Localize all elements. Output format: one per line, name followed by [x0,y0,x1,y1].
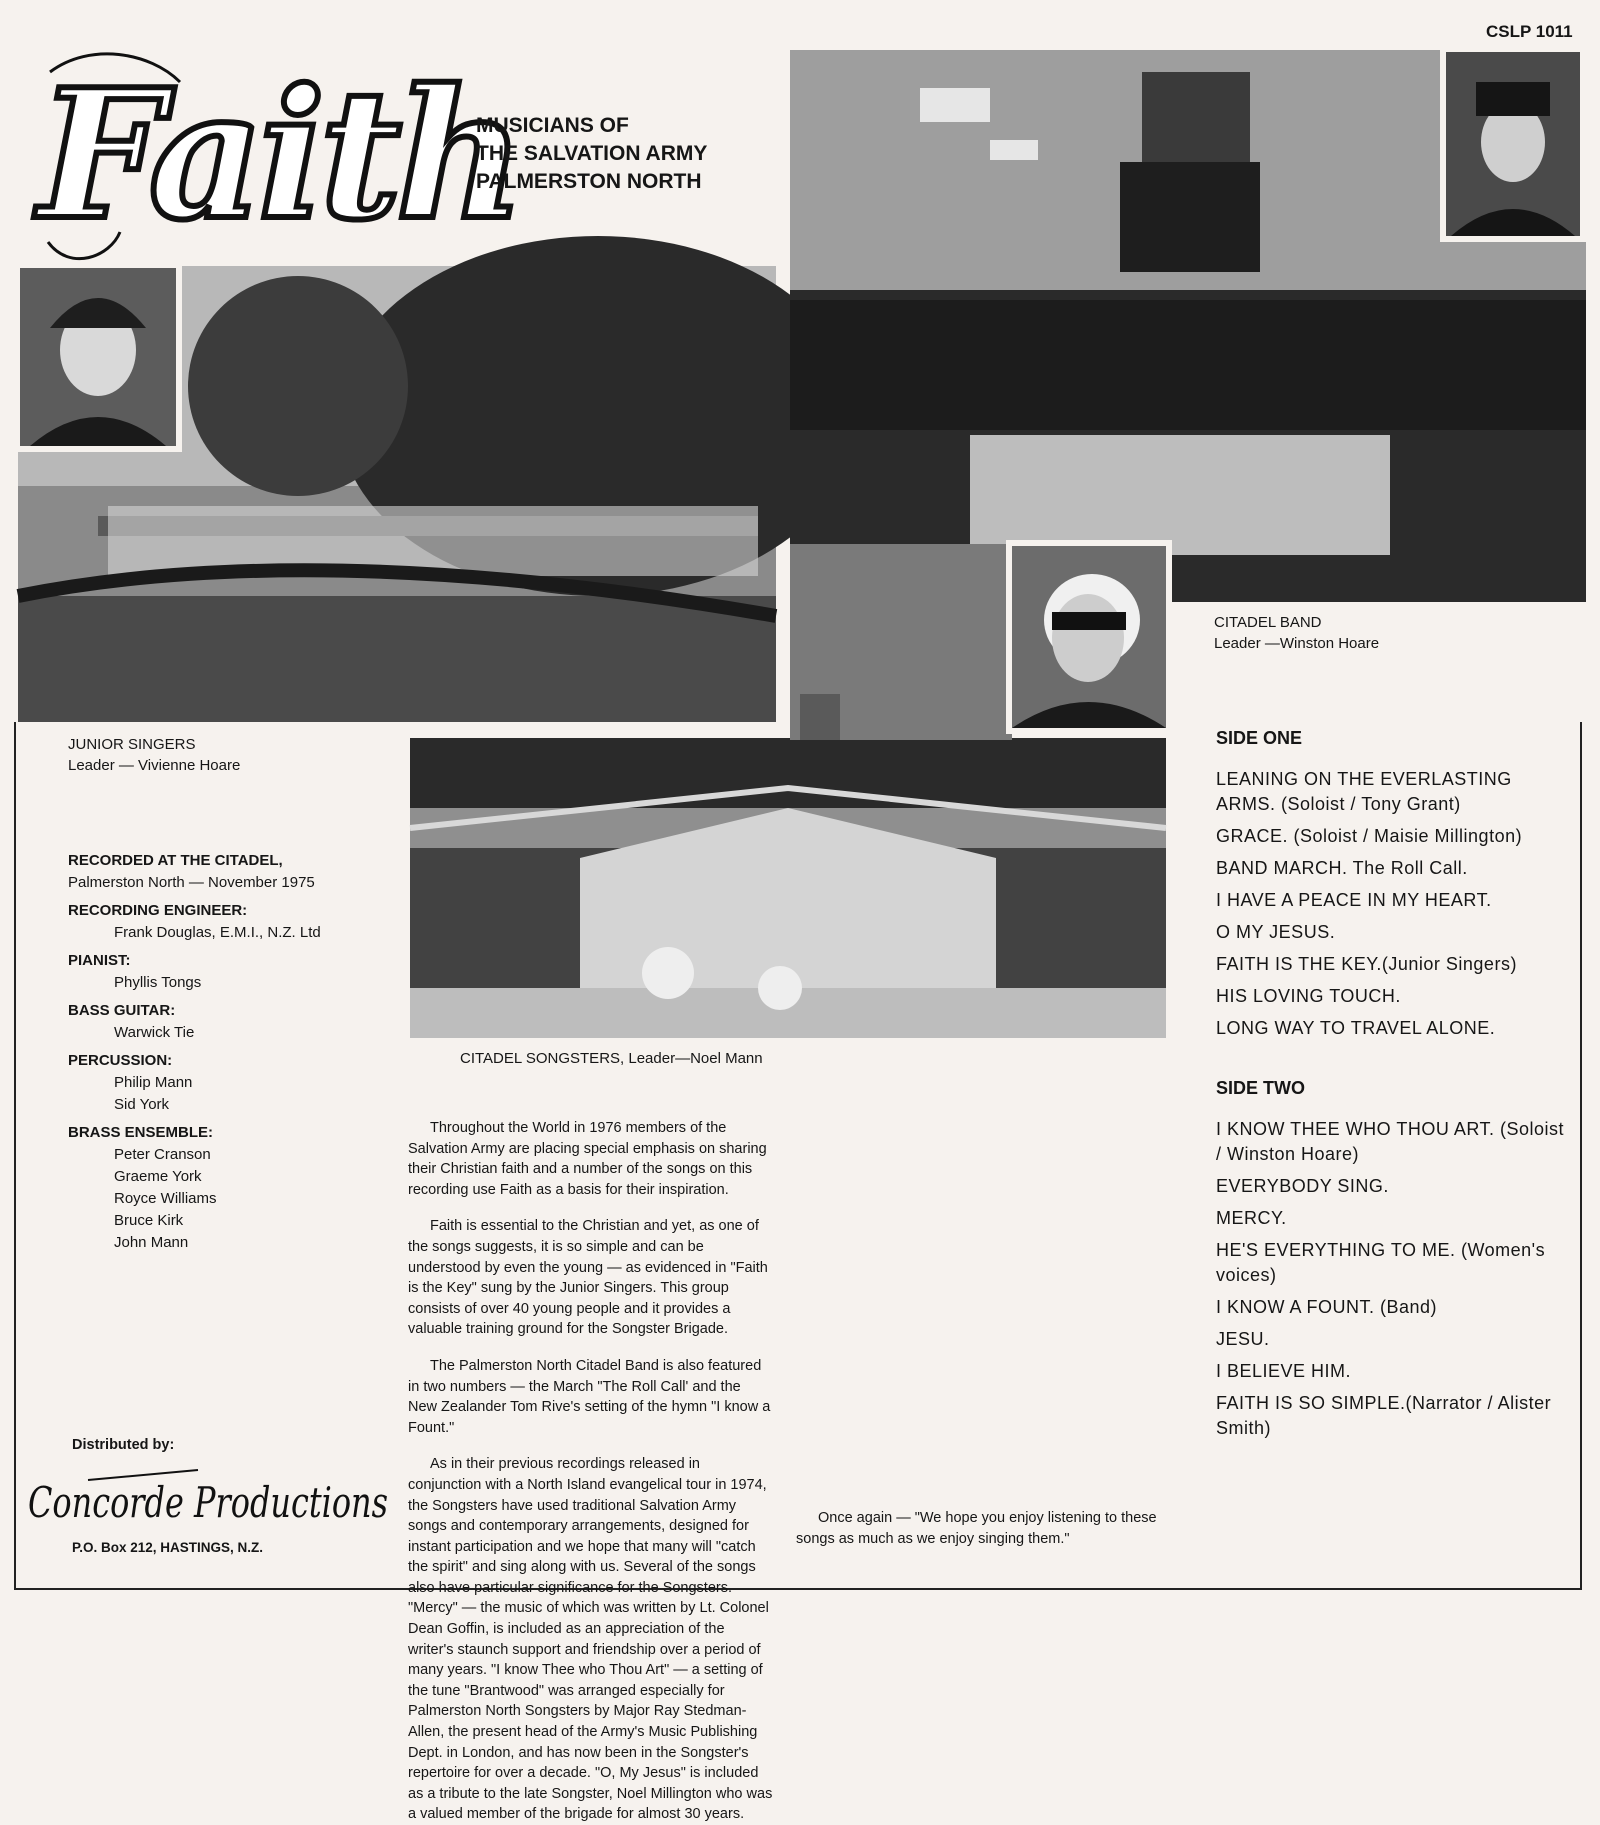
percussion-value: Sid York [114,1096,170,1113]
notes-paragraph: Faith is essential to the Christian and yet, as one of the songs suggests, it is so simple and can be understood by even the young — as evidenced in "Faith is the Key" sung by the Junior Singers. This group consists of over 40 young people and it provides a valuable training ground for the Songster Brigade. [408,1218,768,1338]
brass-label: BRASS ENSEMBLE: [68,1124,214,1141]
track-item: I KNOW THEE WHO THOU ART. (Soloist / Winston Hoare) [1216,1119,1565,1164]
junior-leader-portrait-frame [14,262,182,452]
notes-paragraph-continued: As in their previous recordings released in conjunction with a North Island evangelical tour in 1974, the Songsters have used traditional Salvation Army songs and contemporary arrangements, designed for instant participation and we hope that many will "catch the spirit" and sing along with us. Several of the songs also have particular significance for the Songsters. "Mercy" — the music of which was written by Lt. Colonel Dean Goffin, is included as an appreciation of the writer's staunch support and friendship over a period of many years. "I know Thee who Thou Art" — a setting of the tune "Brantwood" was arranged especially for Palmerston North Songsters by Major Ray Stedman-Allen, the present head of the Army's Music Publishing Dept. in London, and has now been in the Songster's repertoire for over a decade. "O, My Jesus" is included as a tribute to the late Songster, Noel Millington who was a valued member of the brigade for almost 30 years. [408,1456,773,1823]
citadel-band-caption [1214,612,1379,654]
side-one-tracklist [1216,767,1566,1041]
track-item: I KNOW A FOUNT. (Band) [1216,1297,1438,1317]
track-item: FAITH IS SO SIMPLE.(Narrator / Alister Smith) [1216,1393,1552,1438]
subtitle-line-3: PALMERSTON NORTH [476,170,702,193]
songster-leader-portrait-frame [1006,540,1172,734]
concorde-productions-logo [28,1462,393,1542]
brass-value: Graeme York [114,1168,202,1185]
track-item: FAITH IS THE KEY.(Junior Singers) [1216,954,1517,974]
band-leader-portrait-frame [1440,46,1586,242]
track-item: HIS LOVING TOUCH. [1216,986,1401,1006]
bass-label: BASS GUITAR: [68,1002,176,1019]
pianist-value: Phyllis Tongs [114,974,202,991]
faith-logo [30,42,520,267]
notes-paragraph: The Palmerston North Citadel Band is also featured in two numbers — the March "The Roll Call' and the New Zealander Tom Rive's setting of the hymn "I know a Fount." [408,1357,771,1436]
track-item: BAND MARCH. The Roll Call. [1216,858,1468,878]
percussion-label: PERCUSSION: [68,1052,173,1069]
band-leader-portrait [1446,52,1580,236]
credits [68,850,388,1260]
engineer-value: Frank Douglas, E.M.I., N.Z. Ltd [114,924,321,941]
citadel-building-photo [790,544,1012,740]
brass-value: John Mann [114,1234,189,1251]
subtitle-line-1: MUSICIANS OF [476,114,629,137]
notes-paragraph: Once again — "We hope you enjoy listening to these songs as much as we enjoy singing them." [796,1510,1157,1547]
side-two-heading: SIDE TWO [1216,1078,1305,1098]
subtitle-line-2: THE SALVATION ARMY [476,142,708,165]
citadel-songsters-photo [410,738,1166,1038]
brass-value: Bruce Kirk [114,1212,184,1229]
distributed-by-label: Distributed by: [72,1437,175,1453]
liner-notes-column-1 [408,1118,773,1825]
brass-value: Royce Williams [114,1190,217,1207]
track-item: I BELIEVE HIM. [1216,1361,1352,1381]
junior-singers-leader: Leader — Vivienne Hoare [68,757,241,774]
pianist-label: PIANIST: [68,952,131,969]
track-item: GRACE. (Soloist / Maisie Millington) [1216,826,1523,846]
recorded-value: Palmerston North — November 1975 [68,874,315,891]
songsters-caption: CITADEL SONGSTERS, Leader—Noel Mann [460,1050,763,1067]
liner-notes-column-2 [796,1508,1161,1565]
track-item: I HAVE A PEACE IN MY HEART. [1216,890,1492,910]
percussion-value: Philip Mann [114,1074,193,1091]
junior-singers-title: JUNIOR SINGERS [68,736,196,753]
junior-singers-caption [68,734,240,776]
logo-text: Faith [38,50,520,259]
track-item: JESU. [1216,1329,1270,1349]
brass-value: Peter Cranson [114,1146,211,1163]
songster-leader-portrait [1012,546,1166,728]
engineer-label: RECORDING ENGINEER: [68,902,248,919]
side-two-tracklist [1216,1117,1566,1441]
track-item: LONG WAY TO TRAVEL ALONE. [1216,1018,1496,1038]
track-item: O MY JESUS. [1216,922,1336,942]
bass-value: Warwick Tie [114,1024,195,1041]
citadel-band-title: CITADEL BAND [1214,614,1322,631]
track-item: HE'S EVERYTHING TO ME. (Women's voices) [1216,1240,1546,1285]
side-one-heading: SIDE ONE [1216,728,1303,748]
side-one [1216,728,1566,1048]
notes-paragraph: Throughout the World in 1976 members of the Salvation Army are placing special emphasis on sharing their Christian faith and a number of the songs on this recording use Faith as a basis for their inspiration. [408,1120,767,1198]
track-item: EVERYBODY SING. [1216,1176,1389,1196]
album-subtitle [476,112,707,196]
concorde-logo-text: Concorde Productions [28,1478,388,1527]
recorded-label: RECORDED AT THE CITADEL, [68,852,283,869]
side-two [1216,1078,1566,1448]
distributor-address: P.O. Box 212, HASTINGS, N.Z. [72,1540,264,1555]
track-item: MERCY. [1216,1208,1287,1228]
track-item: LEANING ON THE EVERLASTING ARMS. (Soloist / Tony Grant) [1216,769,1512,814]
catalog-number: CSLP 1011 [1486,22,1573,41]
citadel-band-leader: Leader —Winston Hoare [1214,635,1380,652]
junior-leader-portrait [20,268,176,446]
